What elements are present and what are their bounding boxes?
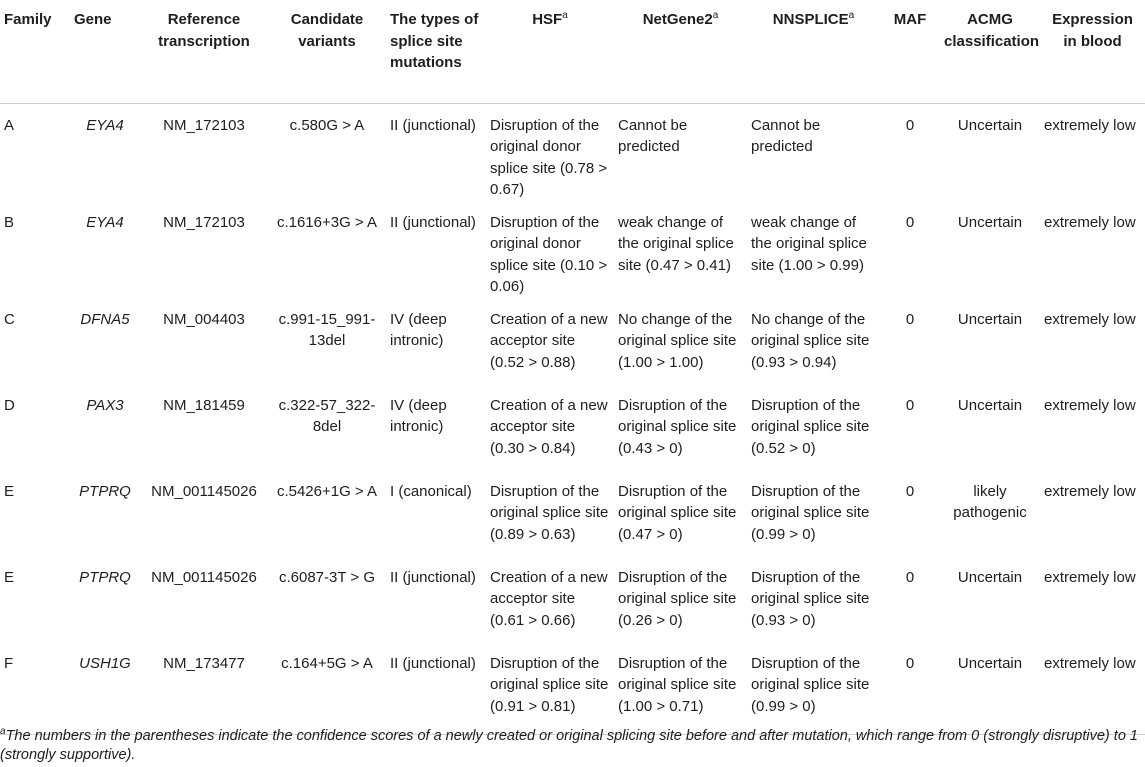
cell-nnsplice: Disruption of the original splice site (0.99 > 0)	[751, 482, 870, 543]
cell-reference: NM_001145026	[151, 482, 257, 500]
header-hsf	[486, 0, 614, 103]
cell-netgene2: weak change of the original splice site (0.47 > 0.41)	[618, 213, 734, 274]
cell-hsf: Creation of a new acceptor site (0.30 > 0.84)	[490, 396, 608, 457]
table-footnote	[0, 727, 1140, 765]
cell-type: I (canonical)	[390, 482, 472, 500]
header-nnsplice-footnote-marker: a	[848, 10, 855, 21]
cell-reference: NM_172103	[163, 213, 245, 231]
cell-netgene2: Cannot be predicted	[618, 116, 688, 155]
cell-family: D	[4, 396, 15, 414]
cell-nnsplice: Disruption of the original splice site (0.99 > 0)	[751, 654, 870, 715]
footnote-marker: a	[0, 726, 6, 738]
cell-variant: c.1616+3G > A	[276, 213, 378, 231]
cell-maf: 0	[905, 396, 915, 414]
header-nnsplice	[747, 0, 880, 103]
cell-maf: 0	[905, 568, 915, 586]
table-row	[0, 201, 1145, 298]
header-acmg-classification: ACMG classification	[944, 11, 1040, 50]
cell-family: B	[4, 213, 15, 231]
cell-gene: PTPRQ	[79, 482, 131, 500]
header-maf: MAF	[893, 11, 927, 28]
cell-variant: c.5426+1G > A	[276, 482, 378, 500]
cell-reference: NM_172103	[163, 116, 245, 134]
cell-variant: c.6087-3T > G	[278, 568, 376, 586]
cell-gene: DFNA5	[80, 310, 130, 328]
cell-acmg: Uncertain	[957, 310, 1023, 328]
cell-acmg: Uncertain	[957, 396, 1023, 414]
header-netgene2-footnote-marker: a	[712, 10, 719, 21]
cell-netgene2: Disruption of the original splice site (0.47 > 0)	[618, 482, 737, 543]
cell-gene: USH1G	[79, 654, 131, 672]
header-nnsplice-label: NNSPLICE	[772, 11, 849, 28]
cell-hsf: Disruption of the original splice site (0.89 > 0.63)	[490, 482, 609, 543]
cell-gene: PAX3	[86, 396, 124, 414]
cell-variant: c.322-57_322-8del	[278, 396, 376, 435]
cell-hsf: Disruption of the original donor splice site (0.78 > 0.67)	[490, 116, 608, 198]
header-expression-in-blood: Expression in blood	[1052, 11, 1133, 50]
header-netgene2-label: NetGene2	[642, 11, 713, 28]
cell-maf: 0	[905, 310, 915, 328]
cell-maf: 0	[905, 116, 915, 134]
cell-acmg: likely pathogenic	[953, 482, 1027, 521]
header-gene: Gene	[74, 11, 112, 28]
cell-expression: extremely low	[1044, 654, 1136, 672]
cell-reference: NM_001145026	[151, 568, 257, 586]
table-row	[0, 384, 1145, 470]
cell-variant: c.991-15_991-13del	[278, 310, 376, 349]
table-row	[0, 103, 1145, 201]
cell-nnsplice: Disruption of the original splice site (0.93 > 0)	[751, 568, 870, 629]
table-header-row	[0, 0, 1145, 103]
header-splice-site-type: The types of splice site mutations	[390, 11, 479, 71]
cell-acmg: Uncertain	[957, 116, 1023, 134]
cell-type: II (junctional)	[390, 568, 476, 586]
table-row	[0, 556, 1145, 642]
table-row	[0, 642, 1145, 735]
cell-hsf: Disruption of the original splice site (0.91 > 0.81)	[490, 654, 609, 715]
cell-expression: extremely low	[1044, 396, 1136, 414]
cell-nnsplice: Cannot be predicted	[751, 116, 821, 155]
cell-family: A	[4, 116, 15, 134]
header-netgene2	[614, 0, 747, 103]
cell-expression: extremely low	[1044, 568, 1136, 586]
cell-reference: NM_181459	[163, 396, 245, 414]
cell-nnsplice: Disruption of the original splice site (0.52 > 0)	[751, 396, 870, 457]
cell-expression: extremely low	[1044, 116, 1136, 134]
cell-family: E	[4, 482, 15, 500]
cell-family: F	[4, 654, 14, 672]
cell-maf: 0	[905, 654, 915, 672]
table-row	[0, 470, 1145, 556]
cell-gene: EYA4	[86, 116, 124, 134]
table-row	[0, 298, 1145, 384]
cell-expression: extremely low	[1044, 310, 1136, 328]
cell-type: IV (deep intronic)	[390, 396, 447, 435]
cell-type: IV (deep intronic)	[390, 310, 447, 349]
header-family: Family	[4, 11, 52, 28]
cell-type: II (junctional)	[390, 116, 476, 134]
cell-hsf: Creation of a new acceptor site (0.61 > 0.66)	[490, 568, 608, 629]
cell-variant: c.580G > A	[289, 116, 365, 134]
cell-hsf: Disruption of the original donor splice site (0.10 > 0.06)	[490, 213, 608, 295]
cell-netgene2: Disruption of the original splice site (0.26 > 0)	[618, 568, 737, 629]
cell-maf: 0	[905, 213, 915, 231]
cell-expression: extremely low	[1044, 213, 1136, 231]
cell-nnsplice: No change of the original splice site (0.93 > 0.94)	[751, 310, 870, 371]
cell-reference: NM_004403	[163, 310, 245, 328]
cell-netgene2: No change of the original splice site (1.00 > 1.00)	[618, 310, 737, 371]
cell-gene: PTPRQ	[79, 568, 131, 586]
cell-family: C	[4, 310, 15, 328]
cell-netgene2: Disruption of the original splice site (0.43 > 0)	[618, 396, 737, 457]
cell-family: E	[4, 568, 15, 586]
header-reference-transcription: Reference transcription	[158, 11, 250, 50]
cell-netgene2: Disruption of the original splice site (1.00 > 0.71)	[618, 654, 737, 715]
cell-acmg: Uncertain	[957, 654, 1023, 672]
cell-reference: NM_173477	[163, 654, 245, 672]
cell-acmg: Uncertain	[957, 213, 1023, 231]
cell-acmg: Uncertain	[957, 568, 1023, 586]
cell-expression: extremely low	[1044, 482, 1136, 500]
header-hsf-footnote-marker: a	[562, 10, 568, 21]
header-hsf-label: HSF	[532, 11, 563, 28]
cell-hsf: Creation of a new acceptor site (0.52 > 0.88)	[490, 310, 608, 371]
cell-maf: 0	[905, 482, 915, 500]
cell-variant: c.164+5G > A	[281, 654, 373, 672]
cell-gene: EYA4	[86, 213, 124, 231]
header-candidate-variants: Candidate variants	[290, 11, 364, 50]
cell-nnsplice: weak change of the original splice site (1.00 > 0.99)	[751, 213, 867, 274]
cell-type: II (junctional)	[390, 654, 476, 672]
cell-type: II (junctional)	[390, 213, 476, 231]
footnote-text: The numbers in the parentheses indicate the confidence scores of a newly created or original splicing site before and after mutation, which range from 0 (strongly disruptive) to 1 (strongly supportive).	[0, 728, 1138, 763]
